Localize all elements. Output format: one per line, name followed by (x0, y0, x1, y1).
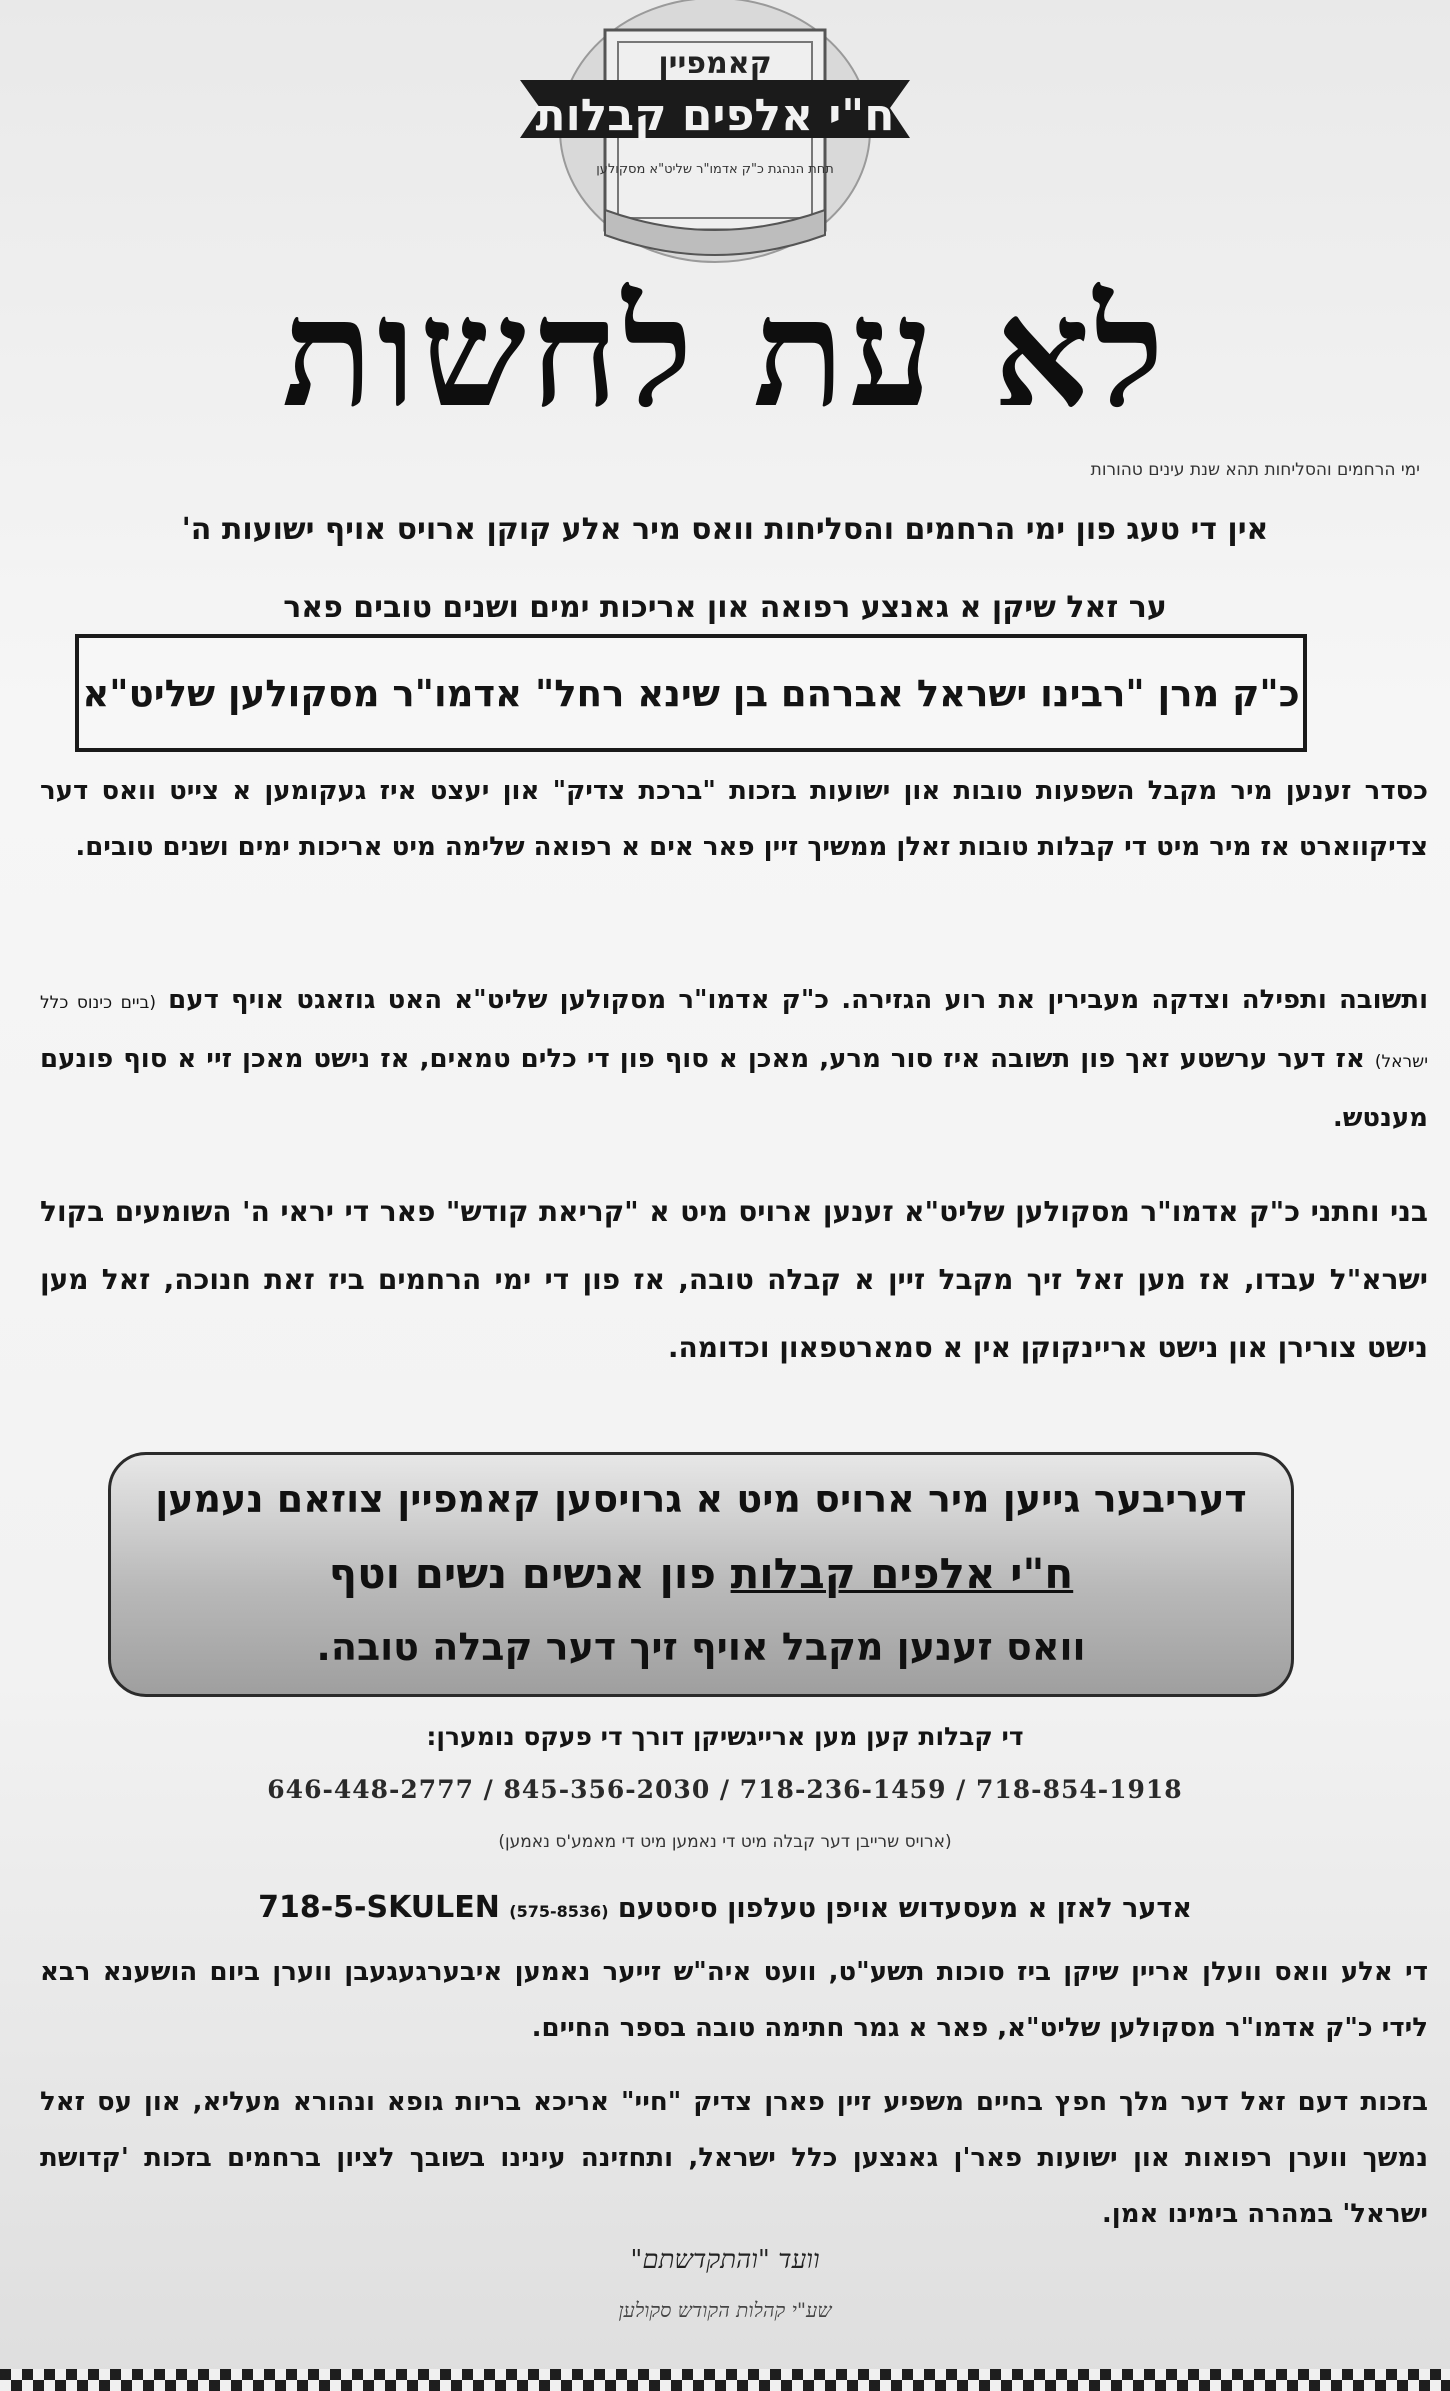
checkered-bottom-border (0, 2369, 1450, 2391)
paragraph-teshuva-part-1: ותשובה ותפילה וצדקה מעבירין את רוע הגזירה. כ"ק אדמו"ר מסקולען שליט"א האט גוזאגט אויף דעם (168, 985, 1428, 1015)
phone-system-line (0, 1890, 1450, 1925)
paragraph-hoshana-raba: די אלע וואס וועלן אריין שיקן ביז סוכות תשע"ט, וועט איה"ש זייער נאמען איבערגעגעבן ווערן ביום הושענא רבא לידי כ"ק אדמו"ר מסקולען שליט"א, פאר א גמר חתימה טובה בספר החיים. (40, 1957, 1428, 2043)
rebbe-name: כ"ק מרן "רבינו ישראל אברהם בן שינא רחל" אדמו"ר מסקולען שליט"א (82, 671, 1300, 715)
paragraph-kriat-kodesh: בני וחתני כ"ק אדמו"ר מסקולען שליט"א זענען ארויס מיט א "קריאת קודש" פאר די יראי ה' השומעים בקול ישרא"ל עבדו, אז מען זאל זיך מקבל זיין א קבלה טובה, אז פון די ימי הרחמים ביז זאת חנוכה, זאל מען נישט צורירן און נישט אריינקוקן אין א סמארטפאון וכדומה. (40, 1195, 1428, 1364)
fax-instructions-note: (ארויס שרייבן דער קבלה מיט די נאמען מיט די מאמע'ס נאמען) (498, 1832, 952, 1852)
paragraph-teshuva-parenthetical: (ביים כינוס כלל ישראל) (40, 993, 1428, 1072)
campaign-line-2-rest: פון אנשים נשים וטף (328, 1549, 731, 1598)
campaign-line-3: וואס זענען מקבל אויף זיך דער קבלה טובה. (316, 1625, 1086, 1669)
fax-numbers: 646-448-2777 / 845-356-2030 / 718-236-1459 / 718-854-1918 (267, 1775, 1183, 1804)
campaign-logo (500, 0, 930, 270)
campaign-name-underlined: ח"י אלפים קבלות (730, 1549, 1074, 1598)
page-title: לא עת לחשות (281, 265, 1169, 441)
paragraph-blessing: כסדר זענען מיר מקבל השפעות טובות און ישועות בזכות "ברכת צדיק" און יעצט איז געקומען א צייט וואס דער צדיקווארט אז מיר מיט די קבלות טובות זאלן ממשיך זיין פאר אים א רפואה שלימה מיט אריכות ימים ושנים טובים. (40, 776, 1428, 862)
campaign-line-1: דעריבער גייען מיר ארויס מיט א גרויסען קאמפיין צוזאם נעמען (155, 1477, 1247, 1521)
signature-committee: וועד "והתקדשתם" (630, 2245, 820, 2275)
tagline: ימי הרחמים והסליחות תהא שנת עינים טהורות (1090, 460, 1420, 480)
paragraph-teshuva (40, 972, 1428, 1146)
intro-line-2: ער זאל שיקן א גאנצע רפואה און אריכות ימים ושנים טובים פאר (283, 590, 1167, 625)
phone-system-digits: (575-8536) (509, 1902, 609, 1921)
campaign-line-2 (111, 1549, 1291, 1598)
paragraph-teshuva-part-2: אז דער ערשטע זאך פון תשובה איז סור מרע, מאכן א סוף פון די כלים טמאים, אז נישט מאכן זיי א סוף פונעם מענטש. (40, 1044, 1428, 1133)
fax-intro: די קבלות קען מען ארייגשיקן דורך די פעקס נומערן: (426, 1722, 1024, 1751)
phone-system-text: אדער לאזן א מעסעדוש אויפן טעלפון סיסטעם (617, 1893, 1192, 1924)
campaign-callout-box (108, 1452, 1294, 1697)
paragraph-closing-blessing: בזכות דעם זאל דער מלך חפץ בחיים משפיע זיין פארן צדיק "חיי" אריכא בריות גופא ונהורא מעליא, און עס זאל נמשך ווערן רפואות און ישועות פאר'ן גאנצען כלל ישראל, ותחזינה עינינו בשובך לציון ברחמים בזכות 'קדושת ישראל' במהרה בימינו אמן. (40, 2087, 1428, 2229)
logo-small-caption: תחת הנהגת כ"ק אדמו"ר שליט"א מסקולען (596, 162, 834, 177)
signature-subtitle: שע"י קהלות הקודש סקולען (618, 2298, 832, 2322)
rebbe-name-box (75, 634, 1307, 752)
phone-system-number: 718-5-SKULEN (258, 1890, 500, 1925)
intro-line-1: אין די טעג פון ימי הרחמים והסליחות וואס מיר אלע קוקן ארויס אויף ישועות ה' (181, 512, 1269, 547)
logo-banner-text: ח"י אלפים קבלות (535, 90, 895, 141)
logo-campaign-word: קאמפיין (658, 46, 772, 81)
